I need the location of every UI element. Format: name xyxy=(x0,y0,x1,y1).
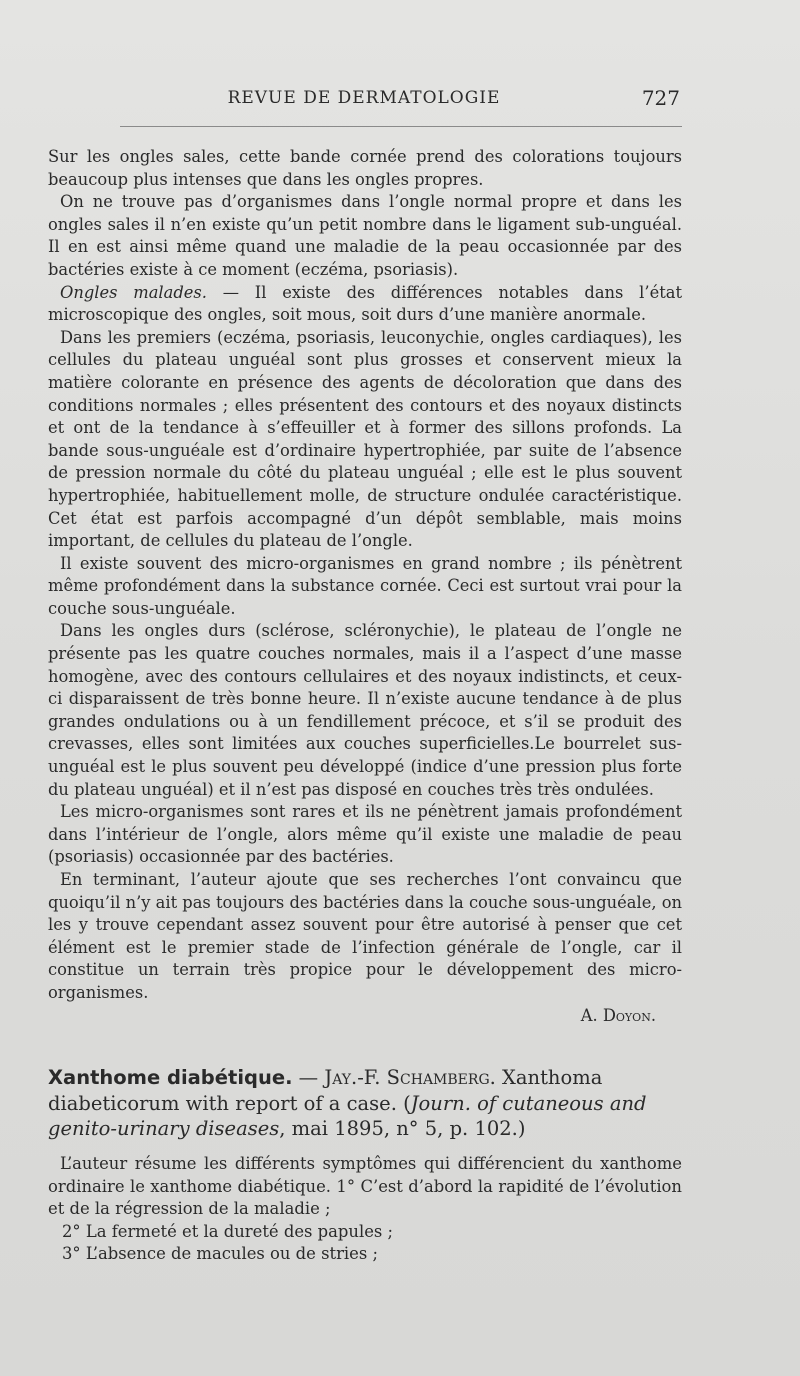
paragraph: Sur les ongles sales, cette bande cornée prend des colorations toujours beaucoup plus intenses que dans les ongles propres. xyxy=(48,147,682,189)
entry-dash: — xyxy=(292,1066,325,1089)
entry-heading xyxy=(48,1065,682,1142)
paragraph: En terminant, l’auteur ajoute que ses recherches l’ont convaincu que quoiqu’il n’y ait pas toujours des bactéries dans la couche sous-unguéale, on les y trouve cependant assez souvent pour être autorisé à penser que cet élément est le premier stade de l’infection générale de l’ongle, car il constitue un terrain très propice pour le développement des micro-organismes. xyxy=(48,870,682,1002)
ongles-malades-text: — Il existe des différences notables dans l’état microscopique des ongles, soit mous, soit durs d’une manière anormale. xyxy=(48,282,682,325)
ongles-malades-label: Ongles malades. xyxy=(60,282,207,302)
article-body xyxy=(48,146,682,1027)
running-header xyxy=(48,86,680,116)
paragraph: Dans les ongles durs (sclérose, scléronychie), le plateau de l’ongle ne présente pas les quatre couches normales, mais il a l’aspect d’une masse homogène, avec des contours cellulaires et des noyaux indistincts, et ceux-ci disparaissent de très bonne heure. Il n’existe aucune tendance à de plus grandes ondulations ou à un fendillement précoce, et s’il se produit des crevasses, elles sont limitées aux couches superficielles.Le bourrelet sus-unguéal est le plus souvent peu développé (indice d’une pression plus forte du plateau unguéal) et il n’est pas disposé en couches très très ondulées. xyxy=(48,621,682,799)
entry-work-title: Xanthoma diabeticorum with report of a case. ( xyxy=(48,1066,603,1115)
entry-author: Jay.-F. Schamberg. xyxy=(324,1066,496,1089)
entry-title: Xanthome diabétique. xyxy=(48,1066,293,1089)
header-rule xyxy=(120,126,682,127)
paragraph: On ne trouve pas d’organismes dans l’ongle normal propre et dans les ongles sales il n’en existe qu’un petit nombre dans le ligament sub-unguéal. Il en est ainsi même quand une maladie de la peau occasionnée par des bactéries existe à ce moment (eczéma, psoriasis). xyxy=(48,192,682,279)
paragraph: Les micro-organismes sont rares et ils ne pénètrent jamais profondément dans l’intérieur de l’ongle, alors même qu’il existe une maladie de peau (psoriasis) occasionnée par des bactéries. xyxy=(48,802,682,867)
paragraph: Il existe souvent des micro-organismes en grand nombre ; ils pénètrent même profondément dans la substance cornée. Ceci est surtout vrai pour la couche sous-unguéale. xyxy=(48,553,682,618)
entry-list-item: 3° L’absence de macules ou de stries ; xyxy=(62,1244,378,1264)
entry-body xyxy=(48,1153,682,1266)
journal-title: REVUE DE DERMATOLOGIE xyxy=(227,88,501,108)
paragraph: Dans les premiers (eczéma, psoriasis, leuconychie, ongles cardiaques), les cellules du plateau unguéal sont plus grosses et conservent mieux la matière colorante en présence des agents de décoloration que dans des conditions normales ; elles présentent des contours et des noyaux distincts et ont de la tendance à s’effeuiller et à former des sillons profonds. La bande sous-unguéale est d’ordinaire hypertrophiée, par suite de l’absence de pression normale du côté du plateau unguéal ; elle est le plus souvent hypertrophiée, habituellement molle, de structure ondulée caractéristique. Cet état est parfois accompagné d’un dépôt semblable, mais moins important, de cellules du plateau de l’ongle. xyxy=(48,327,682,551)
paragraph-ongles-malades xyxy=(48,282,682,327)
entry-citation: , mai 1895, n° 5, p. 102.) xyxy=(279,1117,526,1140)
entry-paragraph: L’auteur résume les différents symptômes qui différencient du xanthome ordinaire le xanthome diabétique. 1° C’est d’abord la rapidité de l’évolution et de la régression de la maladie ; xyxy=(48,1154,682,1219)
entry-journal: Journ. of cutaneous and genito-urinary diseases xyxy=(48,1091,647,1140)
page-number: 727 xyxy=(641,86,680,110)
author-signature: A. Doyon. xyxy=(580,1005,656,1025)
entry-list-item: 2° La fermeté et la dureté des papules ; xyxy=(62,1221,394,1241)
